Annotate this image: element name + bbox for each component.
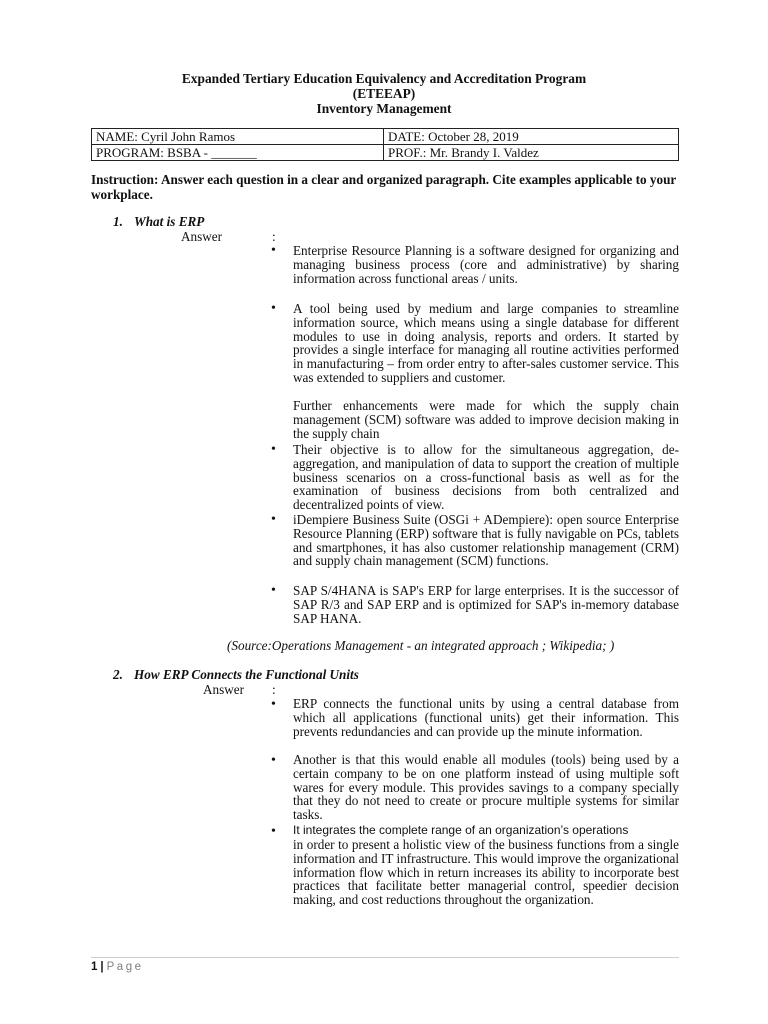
question-number: 1. bbox=[113, 214, 123, 229]
answer-label: Answer bbox=[181, 229, 223, 244]
question-2-title bbox=[113, 667, 359, 682]
footer-separator: | bbox=[100, 961, 104, 973]
page-number: 1 bbox=[91, 961, 98, 973]
document-subject: Inventory Management bbox=[316, 101, 452, 116]
bullet-icon: • bbox=[271, 243, 276, 258]
q1-source-citation: (Source:Operations Management - an integrated approach ; Wikipedia; ) bbox=[227, 638, 615, 653]
q1-bullet-2-continuation: Further enhancements were made for which the supply chain management (SCM) software was added to improve decision making in the supply chain bbox=[293, 398, 679, 441]
bullet-icon: • bbox=[271, 442, 276, 457]
page-label: Page bbox=[106, 961, 144, 973]
bullet-icon: • bbox=[271, 301, 276, 316]
date-cell: DATE: October 28, 2019 bbox=[384, 129, 679, 145]
question-text: What is ERP bbox=[134, 214, 205, 229]
answer-colon: : bbox=[272, 229, 276, 244]
bullet-icon: • bbox=[271, 512, 276, 527]
document-title-acronym: (ETEEAP) bbox=[352, 86, 416, 101]
bullet-icon: • bbox=[271, 753, 276, 768]
document-title: Expanded Tertiary Education Equivalency and Accreditation Program bbox=[181, 71, 587, 86]
question-number: 2. bbox=[113, 667, 123, 682]
question-1-title bbox=[113, 214, 204, 229]
instruction-text: Instruction: Answer each question in a clear and organized paragraph. Cite examples applicable to your workplace. bbox=[91, 172, 677, 202]
q2-bullet-2: Another is that this would enable all modules (tools) being used by a certain company to be on one platform instead of using multiple soft wares for every module. This provides savings to a company specially that they do not need to create or procure multiple systems for similar tasks. bbox=[293, 752, 679, 823]
question-text: How ERP Connects the Functional Units bbox=[134, 667, 359, 682]
footer-divider bbox=[91, 957, 679, 958]
professor-cell: PROF.: Mr. Brandy I. Valdez bbox=[384, 145, 679, 161]
table-row bbox=[92, 129, 679, 145]
q2-bullet-3-lead: It integrates the complete range of an organization’s operations bbox=[293, 823, 629, 837]
q1-bullet-3: Their objective is to allow for the simultaneous aggregation, de-aggregation, and manipulation of data to support the creation of multiple business scenarios on a cross-functional basis as well as for the examination of business decisions from both centralized and decentralized points of view. bbox=[293, 442, 679, 513]
name-cell: NAME: Cyril John Ramos bbox=[92, 129, 384, 145]
q1-bullet-1: Enterprise Resource Planning is a software designed for organizing and managing business process (core and administrative) by sharing information across functional areas / units. bbox=[293, 243, 679, 286]
bullet-icon: • bbox=[271, 824, 276, 839]
page-footer bbox=[91, 960, 143, 974]
answer-label: Answer bbox=[203, 682, 245, 697]
q2-bullet-1: ERP connects the functional units by using a central database from which all applications (functional units) get their information. This prevents redundancies and can provide up the minute information. bbox=[293, 696, 679, 739]
q1-bullet-4: iDempiere Business Suite (OSGi + ADempiere): open source Enterprise Resource Planning (ERP) software that is fully navigable on PCs, tablets and smartphones, it has also customer relationship management (CRM) and supply chain management (SCM) functions. bbox=[293, 512, 679, 569]
q2-bullet-3: in order to present a holistic view of the business functions from a single information and IT infrastructure. This would improve the organizational information flow which in return increases its ability to incorporate best practices that facilitate better managerial control, speedier decision making, and cost reductions throughout the organization. bbox=[293, 837, 679, 908]
student-info-table bbox=[91, 128, 679, 161]
bullet-icon: • bbox=[271, 583, 276, 598]
table-row bbox=[92, 145, 679, 161]
answer-colon: : bbox=[272, 682, 276, 697]
q1-bullet-2: A tool being used by medium and large companies to streamline information source, which means using a single database for different modules to use in doing analysis, reports and orders. It started by provides a single interface for managing all routine activities performed in manufacturing – from order entry to after-sales customer service. This was extended to suppliers and customer. bbox=[293, 301, 679, 385]
q1-bullet-5: SAP S/4HANA is SAP's ERP for large enterprises. It is the successor of SAP R/3 and SAP ERP and is optimized for SAP's in-memory database SAP HANA. bbox=[293, 583, 679, 626]
bullet-icon: • bbox=[271, 697, 276, 712]
program-cell: PROGRAM: BSBA - _______ bbox=[92, 145, 384, 161]
